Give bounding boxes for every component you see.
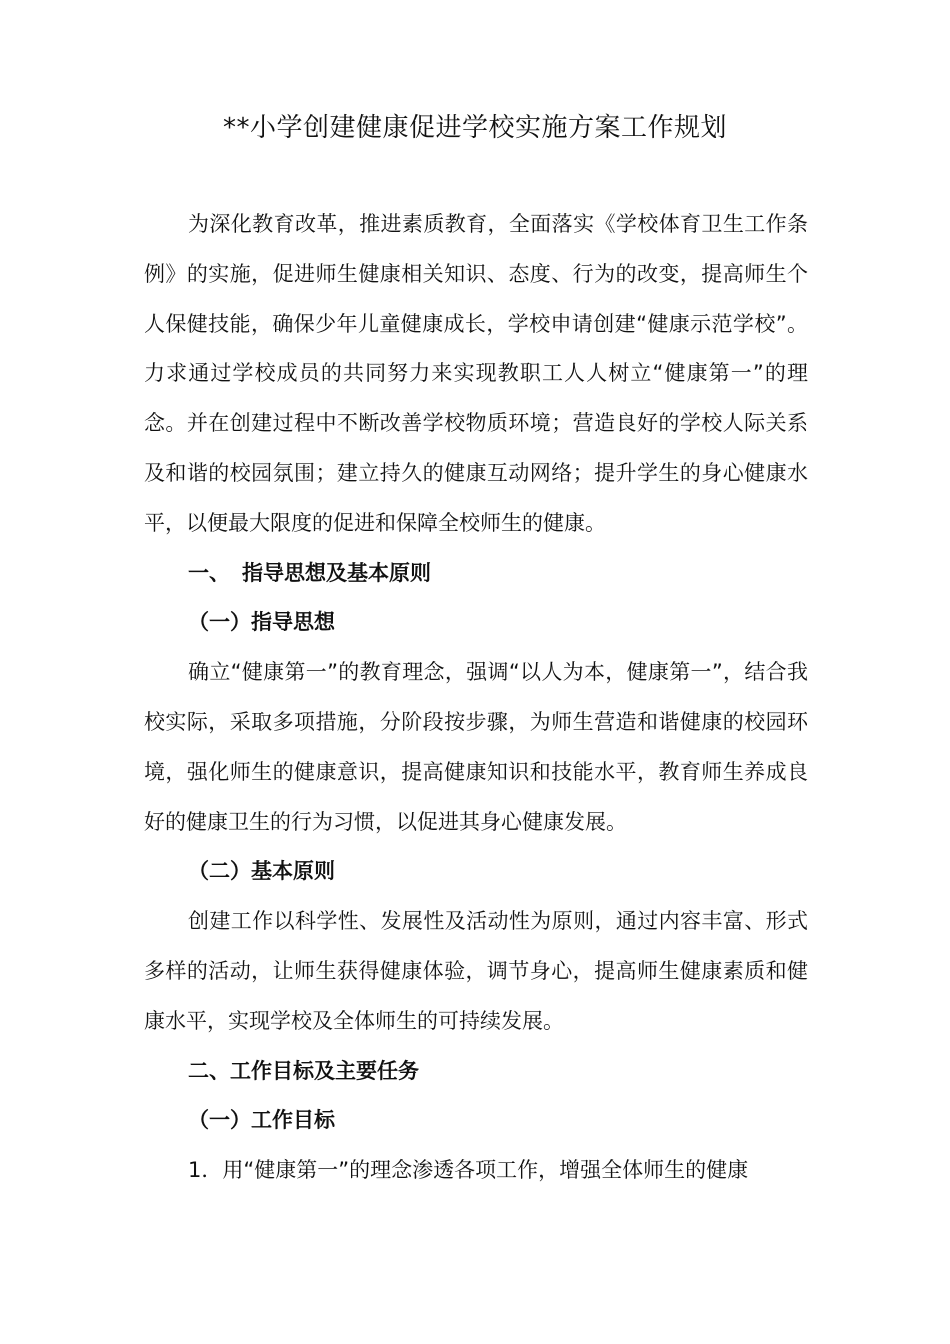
guiding-ideology-paragraph: 确立“健康第一”的教育理念，强调“以人为本，健康第一”，结合我校实际，采取多项措施，分阶段按步骤，为师生营造和谐健康的校园环境，强化师生的健康意识，提高健康知识和技能水平，教育师生养成良好的健康卫生的行为习惯，以促进其身心健康发展。 [144, 660, 808, 834]
section-1-sub-1-heading: （一）指导思想 [188, 610, 335, 635]
intro-paragraph: 为深化教育改革，推进素质教育，全面落实《学校体育卫生工作条例》的实施，促进师生健康相关知识、态度、行为的改变，提高师生个人保健技能，确保少年儿童健康成长，学校申请创建“健康示范学校”。力求通过学校成员的共同努力来实现教职工人人树立“健康第一”的理念。并在创建过程中不断改善学校物质环境；营造良好的学校人际关系及和谐的校园氛围；建立持久的健康互动网络；提升学生的身心健康水平，以便最大限度的促进和保障全校师生的健康。 [144, 212, 808, 535]
section-1-sub-2-heading: （二）基本原则 [188, 859, 335, 884]
basic-principles-paragraph: 创建工作以科学性、发展性及活动性为原则，通过内容丰富、形式多样的活动，让师生获得健康体验，调节身心，提高师生健康素质和健康水平，实现学校及全体师生的可持续发展。 [144, 909, 808, 1033]
section-1-number: 一、 [188, 560, 230, 585]
section-1-title: 指导思想及基本原则 [242, 560, 431, 585]
document-body [144, 200, 808, 1196]
document-title: **小学创建健康促进学校实施方案工作规划 [222, 113, 727, 143]
section-2-heading: 二、工作目标及主要任务 [188, 1058, 419, 1083]
section-2-sub-1-heading: （一）工作目标 [188, 1108, 335, 1133]
goal-item-1-paragraph: 1．用“健康第一”的理念渗透各项工作，增强全体师生的健康 [188, 1158, 749, 1183]
section-1-heading [144, 549, 808, 599]
